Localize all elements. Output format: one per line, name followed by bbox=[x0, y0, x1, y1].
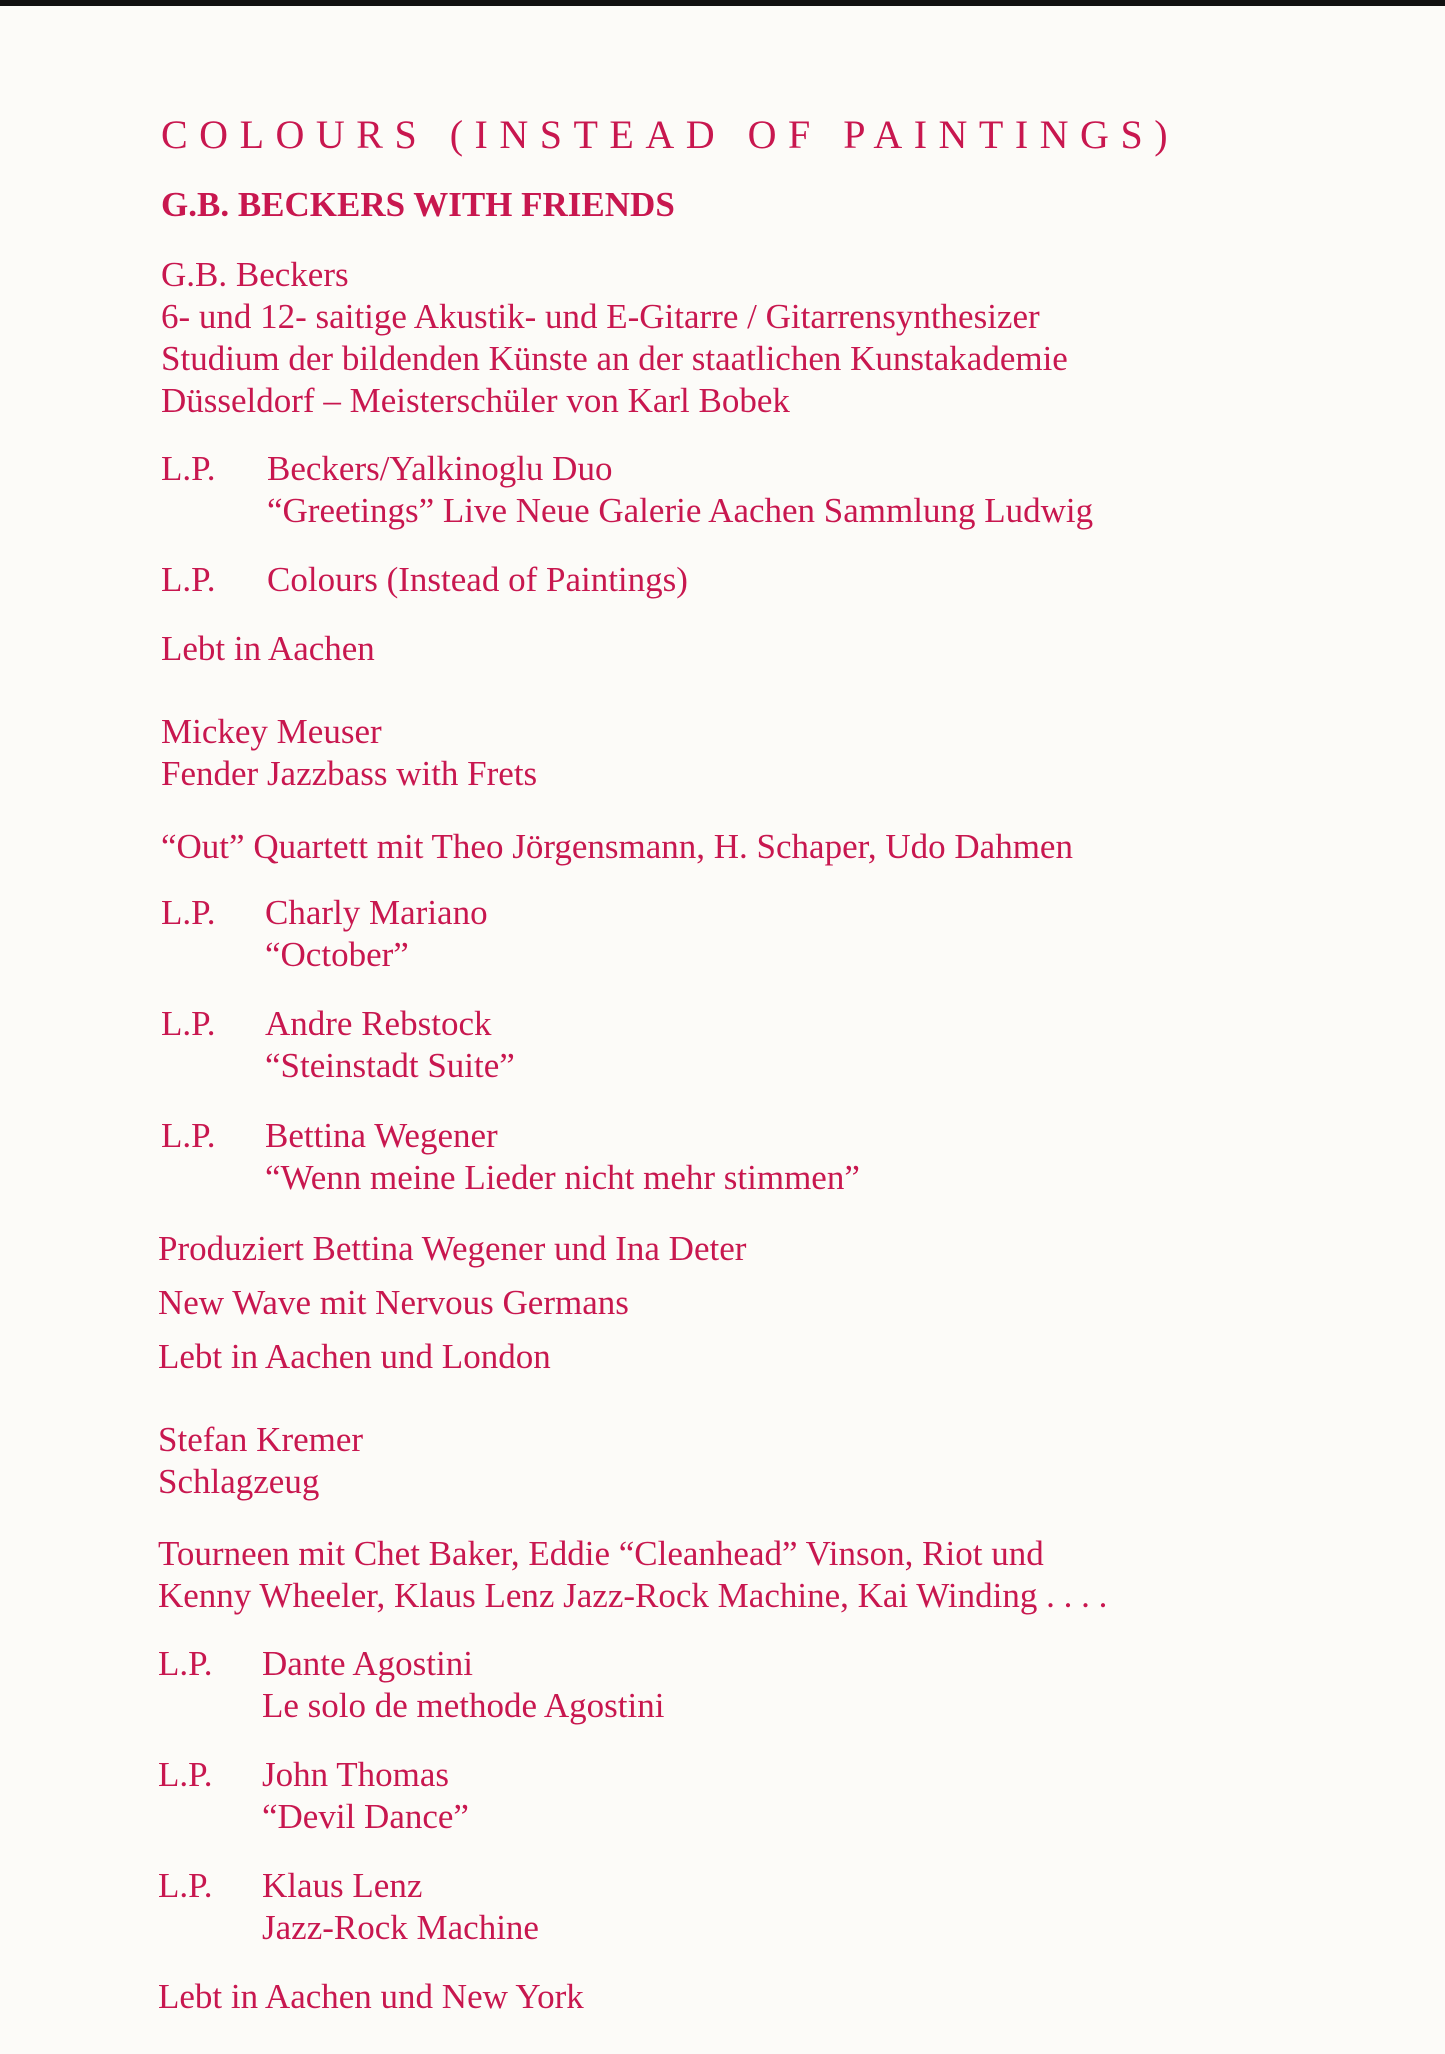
bio-line: Produziert Bettina Wegener und Ina Deter bbox=[158, 1229, 747, 1268]
musician-name: Mickey Meuser bbox=[161, 712, 382, 751]
lp-title: Jazz-Rock Machine bbox=[262, 1908, 539, 1947]
lp-entry bbox=[158, 1754, 212, 1796]
document-title: COLOURS (INSTEAD OF PAINTINGS) bbox=[161, 112, 1180, 157]
lp-details bbox=[267, 559, 688, 601]
lp-details bbox=[267, 448, 1093, 532]
bio-line: 6- und 12- saitige Akustik- und E-Gitarre / Gitarrensynthesizer bbox=[161, 297, 1040, 336]
lp-entry bbox=[161, 559, 215, 601]
lp-title: “Wenn meine Lieder nicht mehr stimmen” bbox=[265, 1158, 860, 1197]
musician-name: G.B. Beckers bbox=[161, 255, 349, 294]
lp-entry bbox=[161, 1003, 215, 1045]
residence: Lebt in Aachen bbox=[161, 629, 375, 668]
instrument: Schlagzeug bbox=[158, 1462, 320, 1501]
lp-details bbox=[262, 1643, 664, 1727]
lp-artist: Klaus Lenz bbox=[262, 1866, 423, 1905]
lp-details bbox=[262, 1865, 539, 1949]
lp-title: “Steinstadt Suite” bbox=[265, 1046, 515, 1085]
lp-label: L.P. bbox=[161, 449, 216, 488]
lp-title: “October” bbox=[265, 935, 409, 974]
lp-label: L.P. bbox=[161, 1116, 216, 1155]
lp-entry bbox=[161, 1115, 215, 1157]
musician-name: Stefan Kremer bbox=[158, 1420, 364, 1459]
lp-details bbox=[265, 892, 488, 976]
lp-label: L.P. bbox=[158, 1755, 213, 1794]
bio-line: Düsseldorf – Meisterschüler von Karl Bobek bbox=[161, 381, 790, 420]
lp-label: L.P. bbox=[161, 893, 216, 932]
lp-title: “Greetings” Live Neue Galerie Aachen Sammlung Ludwig bbox=[267, 491, 1094, 530]
lp-label: L.P. bbox=[158, 1866, 213, 1905]
bio-line: New Wave mit Nervous Germans bbox=[158, 1283, 629, 1322]
bio-line: Studium der bildenden Künste an der staatlichen Kunstakademie bbox=[161, 339, 1068, 378]
tour-text bbox=[158, 1533, 1107, 1617]
lp-artist: Beckers/Yalkinoglu Duo bbox=[267, 449, 613, 488]
lp-label: L.P. bbox=[161, 1004, 216, 1043]
kremer-bio bbox=[158, 1419, 363, 1503]
lp-entry bbox=[158, 1865, 212, 1907]
document-subtitle: G.B. BECKERS WITH FRIENDS bbox=[161, 185, 675, 224]
lp-details bbox=[265, 1003, 515, 1087]
lp-artist: Andre Rebstock bbox=[265, 1004, 492, 1043]
lp-details bbox=[262, 1754, 469, 1838]
lp-title: Le solo de methode Agostini bbox=[262, 1686, 665, 1725]
lp-label: L.P. bbox=[161, 560, 216, 599]
lp-entry bbox=[158, 1643, 212, 1685]
lp-artist: John Thomas bbox=[262, 1755, 449, 1794]
lp-artist: Charly Mariano bbox=[265, 893, 488, 932]
lp-entry bbox=[161, 892, 215, 934]
lp-artist: Dante Agostini bbox=[262, 1644, 473, 1683]
meuser-bio bbox=[161, 711, 537, 795]
instrument: Fender Jazzbass with Frets bbox=[161, 754, 538, 793]
lp-title: Colours (Instead of Paintings) bbox=[267, 560, 688, 599]
lp-title: “Devil Dance” bbox=[262, 1797, 469, 1836]
bio-line: Tourneen mit Chet Baker, Eddie “Cleanhead” Vinson, Riot und bbox=[158, 1534, 1044, 1573]
lp-label: L.P. bbox=[158, 1644, 213, 1683]
residence: Lebt in Aachen und London bbox=[158, 1337, 551, 1376]
bio-line: “Out” Quartett mit Theo Jörgensmann, H. Schaper, Udo Dahmen bbox=[161, 827, 1073, 866]
residence: Lebt in Aachen und New York bbox=[158, 1977, 584, 2016]
document-page bbox=[0, 6, 1445, 2054]
lp-artist: Bettina Wegener bbox=[265, 1116, 498, 1155]
bio-line: Kenny Wheeler, Klaus Lenz Jazz-Rock Machine, Kai Winding . . . . bbox=[158, 1576, 1108, 1615]
lp-entry bbox=[161, 448, 215, 490]
beckers-bio bbox=[161, 254, 1068, 422]
lp-details bbox=[265, 1115, 860, 1199]
